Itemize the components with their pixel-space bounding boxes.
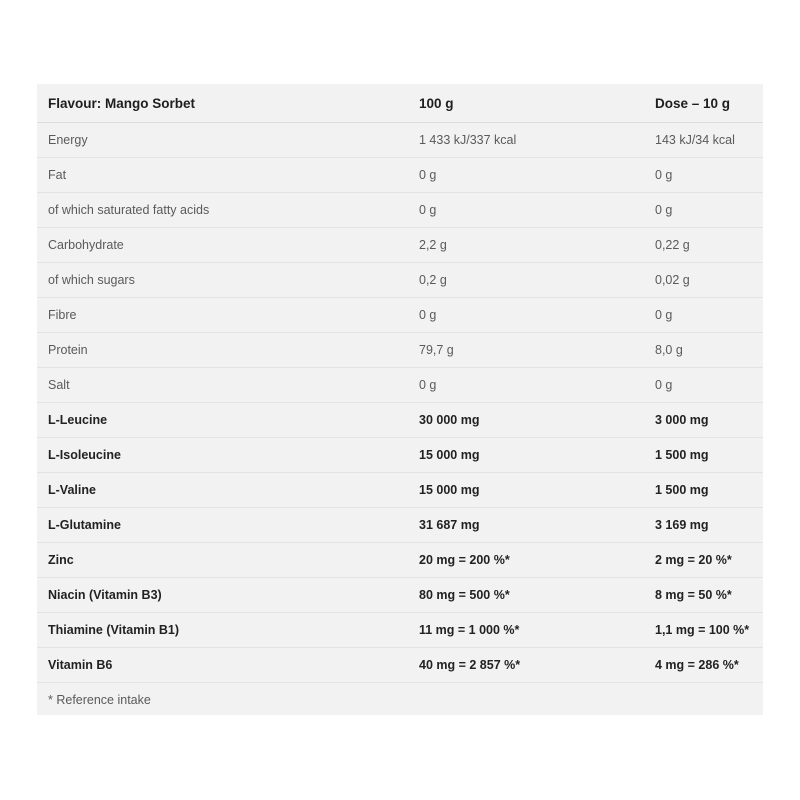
value-per-100g: 79,7 g: [408, 333, 644, 368]
value-per-dose: 8,0 g: [644, 333, 763, 368]
value-per-100g: 0 g: [408, 158, 644, 193]
nutrient-name: of which sugars: [37, 263, 408, 298]
nutrient-name: Vitamin B6: [37, 648, 408, 683]
value-per-100g: 40 mg = 2 857 %*: [408, 648, 644, 683]
value-per-100g: 11 mg = 1 000 %*: [408, 613, 644, 648]
value-per-100g: 0 g: [408, 368, 644, 403]
nutrient-name: L-Valine: [37, 473, 408, 508]
table-row: [37, 298, 763, 333]
header-row: [37, 84, 763, 123]
value-per-dose: 143 kJ/34 kcal: [644, 123, 763, 158]
nutrient-name: L-Glutamine: [37, 508, 408, 543]
header-per-100g: 100 g: [408, 84, 644, 123]
table-row: [37, 158, 763, 193]
nutrition-panel: [37, 84, 763, 715]
header-flavour: Flavour: Mango Sorbet: [37, 84, 408, 123]
nutrient-name: Fibre: [37, 298, 408, 333]
value-per-dose: 2 mg = 20 %*: [644, 543, 763, 578]
nutrient-name: L-Isoleucine: [37, 438, 408, 473]
table-row: [37, 648, 763, 683]
table-row: [37, 368, 763, 403]
table-row: [37, 578, 763, 613]
value-per-dose: 0 g: [644, 368, 763, 403]
value-per-100g: 15 000 mg: [408, 438, 644, 473]
table-row: [37, 333, 763, 368]
nutrient-name: Carbohydrate: [37, 228, 408, 263]
value-per-dose: 0 g: [644, 193, 763, 228]
value-per-dose: 1 500 mg: [644, 473, 763, 508]
value-per-dose: 0 g: [644, 298, 763, 333]
nutrient-name: Fat: [37, 158, 408, 193]
nutrient-name: Energy: [37, 123, 408, 158]
value-per-100g: 31 687 mg: [408, 508, 644, 543]
table-row: [37, 543, 763, 578]
table-row: [37, 263, 763, 298]
value-per-dose: 1 500 mg: [644, 438, 763, 473]
value-per-100g: 20 mg = 200 %*: [408, 543, 644, 578]
table-row: [37, 403, 763, 438]
value-per-100g: 80 mg = 500 %*: [408, 578, 644, 613]
value-per-dose: 0,22 g: [644, 228, 763, 263]
value-per-dose: 8 mg = 50 %*: [644, 578, 763, 613]
table-row: [37, 193, 763, 228]
value-per-100g: 1 433 kJ/337 kcal: [408, 123, 644, 158]
reference-intake-footnote: * Reference intake: [48, 693, 151, 707]
header-per-dose: Dose – 10 g: [644, 84, 763, 123]
nutrient-name: Thiamine (Vitamin B1): [37, 613, 408, 648]
value-per-100g: 0 g: [408, 193, 644, 228]
nutrient-name: Niacin (Vitamin B3): [37, 578, 408, 613]
nutrition-table: [37, 84, 763, 717]
nutrient-name: of which saturated fatty acids: [37, 193, 408, 228]
nutrient-name: L-Leucine: [37, 403, 408, 438]
value-per-dose: 4 mg = 286 %*: [644, 648, 763, 683]
value-per-dose: 1,1 mg = 100 %*: [644, 613, 763, 648]
value-per-dose: 0 g: [644, 158, 763, 193]
value-per-100g: 30 000 mg: [408, 403, 644, 438]
nutrient-name: Salt: [37, 368, 408, 403]
table-row: [37, 508, 763, 543]
nutrient-name: Zinc: [37, 543, 408, 578]
footnote-row: [37, 683, 763, 718]
table-row: [37, 473, 763, 508]
value-per-100g: 2,2 g: [408, 228, 644, 263]
value-per-100g: 0,2 g: [408, 263, 644, 298]
value-per-100g: 15 000 mg: [408, 473, 644, 508]
value-per-dose: 3 169 mg: [644, 508, 763, 543]
table-row: [37, 228, 763, 263]
value-per-dose: 0,02 g: [644, 263, 763, 298]
table-row: [37, 613, 763, 648]
table-row: [37, 123, 763, 158]
value-per-dose: 3 000 mg: [644, 403, 763, 438]
table-row: [37, 438, 763, 473]
value-per-100g: 0 g: [408, 298, 644, 333]
nutrient-name: Protein: [37, 333, 408, 368]
